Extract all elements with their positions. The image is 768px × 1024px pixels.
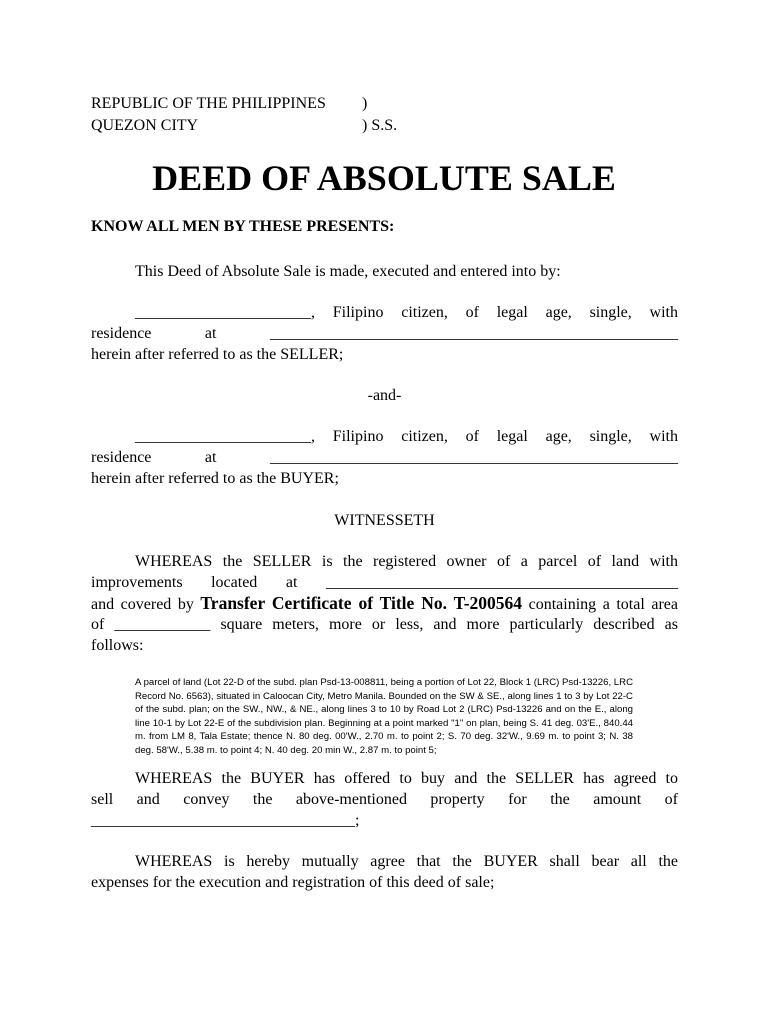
venue-country-row <box>91 93 368 115</box>
property-description: A parcel of land (Lot 22-D of the subd. plan Psd-13-008811, being a portion of Lot 22, Block 1 (LRC) Psd-13226, LRC Record No. 6563), situated in Caloocan City, Metro Manila. Bounded on the SW & SE., along lines 1 to 3 by Lot 22-C of the subd. plan; on the SW., NW., & NE., along lines 3 to 10 by Road Lot 2 (LRC) Psd-13226 and on the E., along line 10-1 by Lot 22-E of the subdivision plan. Beginning at a point marked "1" on plan, being S. 41 deg. 03'E., 840.44 m. from LM 8, Tala Estate; thence N. 80 deg. 00'W., 2.70 m. to point 2; S. 70 deg. 32'W., 9.69 m. to point 3; N. 38 deg. 58'W., 5.38 m. to point 4; N. 40 deg. 20 min W., 2.87 m. to point 5; <box>135 677 633 756</box>
buyer-name-blank: ______________________ <box>135 428 311 445</box>
whereas1-line-5: follows: <box>91 637 144 654</box>
whereas3-line-1: WHEREAS is hereby mutually agree that the BUYER shall bear all the <box>135 853 678 870</box>
venue-bracket: ) <box>362 95 368 112</box>
whereas-seller-paragraph <box>91 551 678 656</box>
whereas-buyer-paragraph <box>91 768 678 831</box>
whereas3-line-2: expenses for the execution and registration of this deed of sale; <box>91 874 495 891</box>
venue-ss: ) S.S. <box>362 117 398 134</box>
seller-line-1: ______________________, Filipino citizen, of legal age, single, with <box>135 304 678 321</box>
buyer-designation: herein after referred to as the BUYER; <box>91 470 339 487</box>
document-title: DEED OF ABSOLUTE SALE <box>152 158 616 198</box>
venue-city: QUEZON CITY <box>91 117 199 134</box>
whereas1-line-2: improvements located at ____________________________________________ <box>91 574 678 591</box>
venue-city-row <box>91 115 398 137</box>
seller-name-blank: ______________________ <box>135 304 311 321</box>
whereas1-line-4: of ____________ square meters, more or less, and more particularly described as <box>91 616 678 633</box>
tct-number: Transfer Certificate of Title No. T-200564 <box>200 593 523 613</box>
whereas2-line-2: sell and convey the above-mentioned property for the amount of <box>91 791 678 808</box>
whereas-expenses-paragraph <box>91 851 678 893</box>
whereas2-line-1: WHEREAS the BUYER has offered to buy and the SELLER has agreed to <box>135 770 678 787</box>
whereas1-line-1: WHEREAS the SELLER is the registered owner of a parcel of land with <box>135 553 678 570</box>
and-separator: -and- <box>367 387 402 404</box>
whereas2-line-3: _________________________________; <box>91 812 360 829</box>
buyer-line-1: ______________________, Filipino citizen, of legal age, single, with <box>135 428 678 445</box>
seller-residence-line: residence at ___________________________________________________ <box>91 325 678 342</box>
witnesseth-heading: WITNESSETH <box>334 512 435 529</box>
venue-country: REPUBLIC OF THE PHILIPPINES <box>91 95 326 112</box>
seller-paragraph <box>91 302 678 365</box>
buyer-paragraph <box>91 426 678 489</box>
intro-paragraph: This Deed of Absolute Sale is made, executed and entered into by: <box>135 263 561 280</box>
buyer-residence-line: residence at ___________________________________________________ <box>91 449 678 466</box>
know-all-heading: KNOW ALL MEN BY THESE PRESENTS: <box>91 218 395 235</box>
venue-block <box>91 93 398 137</box>
seller-designation: herein after referred to as the SELLER; <box>91 346 344 363</box>
whereas1-line-3: and covered by Transfer Certificate of Title No. T-200564 containing a total area <box>91 593 678 613</box>
